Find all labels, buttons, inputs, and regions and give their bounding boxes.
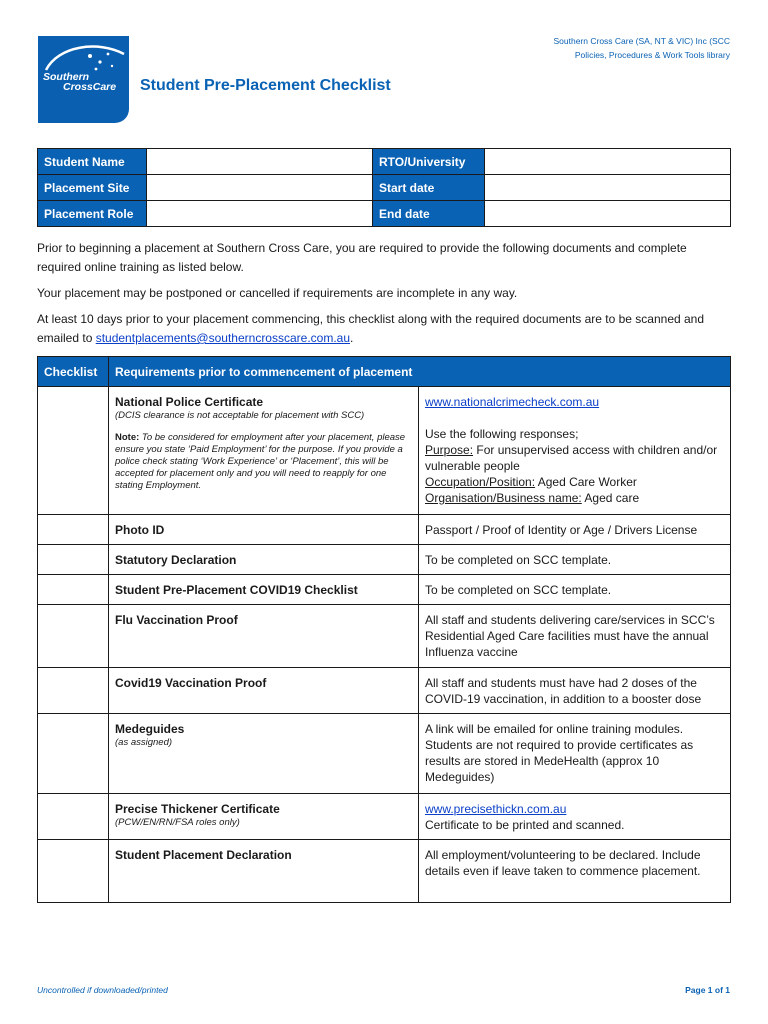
table-header-row <box>38 357 731 387</box>
scc-logo <box>38 36 129 123</box>
table-row <box>38 545 731 575</box>
table-row <box>38 794 731 840</box>
note-label: Note: <box>115 432 140 443</box>
covid-vax-title: Covid19 Vaccination Proof <box>115 676 267 690</box>
occupation-value: Aged Care Worker <box>535 475 637 489</box>
table-row <box>38 714 731 794</box>
footer-page-number: Page 1 of 1 <box>685 985 730 995</box>
student-info-table <box>37 148 731 227</box>
thickener-title: Precise Thickener Certificate <box>115 802 280 816</box>
header-library-info <box>553 34 730 62</box>
police-sub: (DCIS clearance is not acceptable for placement with SCC) <box>115 410 365 421</box>
note-text: To be considered for employment after your placement, please ensure you state ‘Paid Employment’ for the purpose. If you provide a police check stating ‘Work Experience’ or ‘Placement’, this will be accepted for placement only and you will need to reapply for one stating Employment. <box>115 432 406 491</box>
end-date-field[interactable] <box>485 201 731 227</box>
requirements-header: Requirements prior to commencement of placement <box>109 357 731 387</box>
purpose-label: Purpose: <box>425 443 474 457</box>
checkbox-cell-statutory[interactable] <box>38 545 109 575</box>
checkbox-cell-police[interactable] <box>38 387 109 515</box>
rto-label: RTO/University <box>373 149 485 175</box>
police-note <box>115 432 412 492</box>
photo-title: Photo ID <box>115 523 165 537</box>
checkbox-cell-covid-checklist[interactable] <box>38 575 109 605</box>
medeguides-sub: (as assigned) <box>115 737 173 748</box>
checkbox-cell-covid-vax[interactable] <box>38 668 109 714</box>
rto-field[interactable] <box>485 149 731 175</box>
covid-checklist-title: Student Pre-Placement COVID19 Checklist <box>115 583 358 597</box>
footer-uncontrolled: Uncontrolled if downloaded/printed <box>37 985 168 995</box>
page-title: Student Pre-Placement Checklist <box>140 77 391 94</box>
header-line2: Policies, Procedures & Work Tools library <box>574 50 730 60</box>
police-title: National Police Certificate <box>115 395 264 409</box>
table-row <box>38 175 731 201</box>
checkbox-cell-thickener[interactable] <box>38 794 109 840</box>
org-value: Aged care <box>581 491 640 505</box>
police-requirements <box>419 387 731 515</box>
placement-role-label: Placement Role <box>38 201 147 227</box>
deadline-text: At least 10 days prior to your placement commencing, this checklist along with the required documents are to be scanned and emailed to <box>37 312 705 345</box>
statutory-title: Statutory Declaration <box>115 553 237 567</box>
placement-role-field[interactable] <box>147 201 373 227</box>
start-date-field[interactable] <box>485 175 731 201</box>
checkbox-cell-medeguides[interactable] <box>38 714 109 794</box>
student-name-field[interactable] <box>147 149 373 175</box>
declaration-title: Student Placement Declaration <box>115 848 292 862</box>
table-row <box>38 387 731 515</box>
placement-site-label: Placement Site <box>38 175 147 201</box>
intro-paragraph: Prior to beginning a placement at Southern Cross Care, you are required to provide the following documents and complete required online training as listed below. <box>37 241 687 274</box>
logo-line1: Southern <box>43 71 90 83</box>
medeguides-title: Medeguides <box>115 722 185 736</box>
covid-checklist-requirement: To be completed on SCC template. <box>419 575 731 605</box>
table-row <box>38 149 731 175</box>
occupation-label: Occupation/Position: <box>425 475 536 489</box>
covid-vax-requirement: All staff and students must have had 2 doses of the COVID-19 vaccination, in addition to a booster dose <box>419 668 731 714</box>
checkbox-cell-declaration[interactable] <box>38 840 109 903</box>
photo-requirement: Passport / Proof of Identity or Age / Drivers License <box>419 515 731 545</box>
checklist-header: Checklist <box>38 357 109 387</box>
org-label: Organisation/Business name: <box>425 491 582 505</box>
table-row <box>38 840 731 903</box>
deadline-end: . <box>350 331 354 345</box>
table-row <box>38 575 731 605</box>
postpone-paragraph: Your placement may be postponed or cancelled if requirements are incomplete in any way. <box>37 286 518 300</box>
checkbox-cell-photo[interactable] <box>38 515 109 545</box>
checklist-table <box>37 356 731 903</box>
police-item <box>109 387 419 515</box>
header-line1: Southern Cross Care (SA, NT & VIC) Inc (SCC <box>553 36 730 46</box>
checkbox-cell-flu[interactable] <box>38 605 109 668</box>
police-use-text: Use the following responses; <box>425 427 579 441</box>
statutory-requirement: To be completed on SCC template. <box>419 545 731 575</box>
deadline-paragraph <box>37 310 731 348</box>
medeguides-requirement: A link will be emailed for online training modules. Students are not required to provide certificates as results are stored in MedeHealth (approx 10 Medeguides) <box>419 714 731 794</box>
start-date-label: Start date <box>373 175 485 201</box>
purpose-value: For unsupervised access with children and/or vulnerable people <box>425 443 718 473</box>
email-link[interactable]: studentplacements@southerncrosscare.com.au <box>95 331 351 345</box>
thickener-requirement <box>419 794 731 840</box>
thickener-req-text: Certificate to be printed and scanned. <box>425 818 625 832</box>
table-row <box>38 515 731 545</box>
student-name-label: Student Name <box>38 149 147 175</box>
flu-requirement: All staff and students delivering care/services in SCC’s Residential Aged Care facilities must have the annual Influenza vaccine <box>419 605 731 668</box>
police-check-link[interactable]: www.nationalcrimecheck.com.au <box>425 395 600 409</box>
logo-text <box>43 72 116 92</box>
table-row <box>38 668 731 714</box>
flu-title: Flu Vaccination Proof <box>115 613 238 627</box>
thickener-sub: (PCW/EN/RN/FSA roles only) <box>115 817 240 828</box>
logo-line2: CrossCare <box>63 81 117 93</box>
end-date-label: End date <box>373 201 485 227</box>
declaration-requirement: All employment/volunteering to be declared. Include details even if leave taken to commence placement. <box>419 840 731 903</box>
table-row <box>38 605 731 668</box>
thickener-link[interactable]: www.precisethickn.com.au <box>425 802 567 816</box>
placement-site-field[interactable] <box>147 175 373 201</box>
table-row <box>38 201 731 227</box>
